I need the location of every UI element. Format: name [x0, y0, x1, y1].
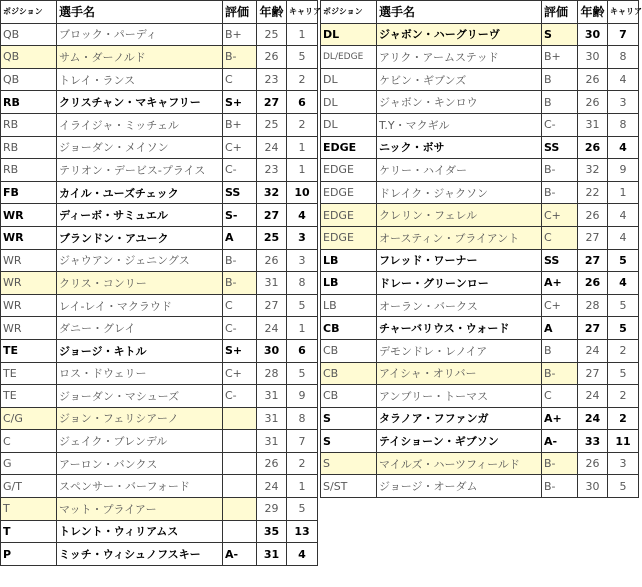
- cell-career[interactable]: 1: [287, 317, 318, 340]
- cell-rating[interactable]: C: [223, 68, 257, 91]
- table-row[interactable]: [1, 317, 318, 340]
- cell-name[interactable]: T.Y・マクギル: [377, 113, 542, 136]
- cell-rating[interactable]: C-: [542, 113, 578, 136]
- cell-career[interactable]: 1: [287, 159, 318, 182]
- cell-career[interactable]: 9: [608, 159, 639, 182]
- cell-position[interactable]: LB: [321, 249, 377, 272]
- table-row[interactable]: [321, 362, 639, 385]
- cell-age[interactable]: 26: [257, 46, 287, 69]
- cell-rating[interactable]: S+: [223, 339, 257, 362]
- cell-name[interactable]: オースティン・ブライアント: [377, 226, 542, 249]
- table-row[interactable]: [1, 226, 318, 249]
- cell-name[interactable]: テイショーン・ギブソン: [377, 430, 542, 453]
- cell-career[interactable]: 4: [608, 68, 639, 91]
- cell-age[interactable]: 24: [578, 385, 608, 408]
- cell-rating[interactable]: C+: [542, 204, 578, 227]
- cell-position[interactable]: WR: [1, 317, 57, 340]
- cell-career[interactable]: 5: [608, 317, 639, 340]
- cell-name[interactable]: カイル・ユーズチェック: [57, 181, 223, 204]
- cell-career[interactable]: 4: [608, 204, 639, 227]
- cell-career[interactable]: 5: [287, 294, 318, 317]
- table-row[interactable]: [321, 91, 639, 114]
- cell-rating[interactable]: A+: [542, 272, 578, 295]
- header-row: [1, 1, 318, 24]
- cell-age[interactable]: 31: [257, 407, 287, 430]
- cell-name[interactable]: トレイ・ランス: [57, 68, 223, 91]
- cell-career[interactable]: 1: [287, 136, 318, 159]
- roster-table-defense: [320, 0, 642, 498]
- cell-position[interactable]: CB: [321, 385, 377, 408]
- cell-position[interactable]: QB: [1, 68, 57, 91]
- cell-position[interactable]: C/G: [1, 407, 57, 430]
- cell-rating[interactable]: B+: [223, 23, 257, 46]
- cell-age[interactable]: 26: [578, 452, 608, 475]
- cell-rating[interactable]: C: [542, 226, 578, 249]
- roster-table-offense: [0, 0, 321, 566]
- cell-position[interactable]: EDGE: [321, 204, 377, 227]
- header-rating: 評価: [223, 1, 257, 24]
- cell-position[interactable]: DL/EDGE: [321, 46, 377, 69]
- cell-age[interactable]: 26: [578, 204, 608, 227]
- cell-position[interactable]: G/T: [1, 475, 57, 498]
- table-row[interactable]: [321, 272, 639, 295]
- header-position: ポジション: [321, 1, 377, 24]
- cell-career[interactable]: 6: [287, 339, 318, 362]
- table-row[interactable]: [321, 159, 639, 182]
- cell-name[interactable]: ケリー・ハイダー: [377, 159, 542, 182]
- cell-career[interactable]: 8: [608, 46, 639, 69]
- cell-rating[interactable]: C: [542, 385, 578, 408]
- table-row[interactable]: [321, 339, 639, 362]
- cell-age[interactable]: 28: [257, 362, 287, 385]
- header-position: ポジション: [1, 1, 57, 24]
- cell-age[interactable]: 31: [257, 430, 287, 453]
- cell-age[interactable]: 27: [578, 362, 608, 385]
- cell-career[interactable]: 2: [287, 68, 318, 91]
- cell-position[interactable]: RB: [1, 91, 57, 114]
- header-career: キャリア: [608, 1, 639, 24]
- cell-age[interactable]: 32: [257, 181, 287, 204]
- cell-position[interactable]: EDGE: [321, 136, 377, 159]
- cell-name[interactable]: クレリン・フェレル: [377, 204, 542, 227]
- cell-rating[interactable]: [223, 407, 257, 430]
- cell-age[interactable]: 31: [257, 385, 287, 408]
- cell-position[interactable]: WR: [1, 226, 57, 249]
- cell-rating[interactable]: B+: [542, 46, 578, 69]
- cell-career[interactable]: 11: [608, 430, 639, 453]
- cell-name[interactable]: アリク・アームステッド: [377, 46, 542, 69]
- cell-position[interactable]: EDGE: [321, 181, 377, 204]
- cell-career[interactable]: 2: [287, 113, 318, 136]
- cell-rating[interactable]: S-: [223, 204, 257, 227]
- cell-rating[interactable]: C-: [223, 317, 257, 340]
- cell-rating[interactable]: A: [223, 226, 257, 249]
- cell-rating[interactable]: C: [223, 294, 257, 317]
- cell-age[interactable]: 32: [578, 159, 608, 182]
- table-row[interactable]: [1, 249, 318, 272]
- cell-name[interactable]: ロス・ドウェリー: [57, 362, 223, 385]
- cell-name[interactable]: クリス・コンリー: [57, 272, 223, 295]
- cell-rating[interactable]: B-: [542, 452, 578, 475]
- cell-name[interactable]: ジャボン・ハーグリーヴ: [377, 23, 542, 46]
- header-age: 年齢: [578, 1, 608, 24]
- cell-career[interactable]: 3: [608, 91, 639, 114]
- cell-rating[interactable]: SS: [223, 181, 257, 204]
- header-name: 選手名: [377, 1, 542, 24]
- cell-position[interactable]: P: [1, 543, 57, 566]
- cell-age[interactable]: 31: [257, 272, 287, 295]
- cell-name[interactable]: ジャウアン・ジェニングス: [57, 249, 223, 272]
- cell-name[interactable]: ミッチ・ウィシュノフスキー: [57, 543, 223, 566]
- cell-age[interactable]: 26: [257, 249, 287, 272]
- cell-career[interactable]: 1: [287, 475, 318, 498]
- cell-career[interactable]: 3: [608, 452, 639, 475]
- cell-career[interactable]: 5: [608, 249, 639, 272]
- cell-career[interactable]: 5: [608, 294, 639, 317]
- cell-age[interactable]: 29: [257, 498, 287, 521]
- table-row[interactable]: [321, 204, 639, 227]
- cell-rating[interactable]: S: [542, 23, 578, 46]
- cell-name[interactable]: テリオン・デービス-プライス: [57, 159, 223, 182]
- cell-age[interactable]: 27: [578, 317, 608, 340]
- cell-rating[interactable]: C+: [223, 136, 257, 159]
- table-row[interactable]: [1, 475, 318, 498]
- cell-rating[interactable]: B: [542, 91, 578, 114]
- cell-name[interactable]: ディーボ・サミュエル: [57, 204, 223, 227]
- table-row[interactable]: [321, 226, 639, 249]
- cell-position[interactable]: CB: [321, 317, 377, 340]
- cell-career[interactable]: 4: [608, 136, 639, 159]
- cell-position[interactable]: T: [1, 520, 57, 543]
- cell-rating[interactable]: B-: [542, 362, 578, 385]
- cell-career[interactable]: 2: [608, 385, 639, 408]
- cell-age[interactable]: 24: [257, 317, 287, 340]
- cell-age[interactable]: 27: [257, 294, 287, 317]
- cell-career[interactable]: 5: [608, 362, 639, 385]
- cell-age[interactable]: 27: [578, 226, 608, 249]
- cell-age[interactable]: 23: [257, 159, 287, 182]
- table-row[interactable]: [1, 23, 318, 46]
- cell-age[interactable]: 24: [257, 475, 287, 498]
- table-row[interactable]: [1, 46, 318, 69]
- cell-age[interactable]: 30: [578, 23, 608, 46]
- cell-career[interactable]: 5: [287, 362, 318, 385]
- table-row[interactable]: [321, 68, 639, 91]
- cell-name[interactable]: トレント・ウィリアムス: [57, 520, 223, 543]
- cell-age[interactable]: 30: [578, 46, 608, 69]
- header-name: 選手名: [57, 1, 223, 24]
- table-row[interactable]: [321, 181, 639, 204]
- cell-age[interactable]: 27: [578, 249, 608, 272]
- table-row[interactable]: [321, 136, 639, 159]
- cell-age[interactable]: 28: [578, 294, 608, 317]
- cell-rating[interactable]: A-: [223, 543, 257, 566]
- cell-position[interactable]: S: [321, 407, 377, 430]
- cell-rating[interactable]: [223, 475, 257, 498]
- cell-career[interactable]: 8: [287, 272, 318, 295]
- table-row[interactable]: [321, 23, 639, 46]
- cell-rating[interactable]: B-: [223, 249, 257, 272]
- cell-name[interactable]: ブランドン・アユーク: [57, 226, 223, 249]
- table-row[interactable]: [321, 475, 639, 498]
- cell-name[interactable]: ドレイク・ジャクソン: [377, 181, 542, 204]
- cell-age[interactable]: 31: [257, 543, 287, 566]
- cell-position[interactable]: C: [1, 430, 57, 453]
- table-row[interactable]: [321, 249, 639, 272]
- cell-career[interactable]: 1: [287, 23, 318, 46]
- cell-career[interactable]: 9: [287, 385, 318, 408]
- cell-name[interactable]: イライジャ・ミッチェル: [57, 113, 223, 136]
- cell-rating[interactable]: [223, 430, 257, 453]
- cell-name[interactable]: タラノア・フファンガ: [377, 407, 542, 430]
- cell-name[interactable]: アーロン・バンクス: [57, 452, 223, 475]
- cell-age[interactable]: 26: [578, 136, 608, 159]
- cell-name[interactable]: ジョーダン・メイソン: [57, 136, 223, 159]
- cell-name[interactable]: サム・ダーノルド: [57, 46, 223, 69]
- cell-position[interactable]: TE: [1, 385, 57, 408]
- table-row[interactable]: [321, 407, 639, 430]
- cell-career[interactable]: 4: [608, 226, 639, 249]
- table-row[interactable]: [1, 385, 318, 408]
- cell-position[interactable]: WR: [1, 272, 57, 295]
- cell-name[interactable]: アンブリー・トーマス: [377, 385, 542, 408]
- cell-rating[interactable]: B: [542, 339, 578, 362]
- cell-age[interactable]: 27: [257, 204, 287, 227]
- cell-age[interactable]: 25: [257, 113, 287, 136]
- cell-age[interactable]: 31: [578, 113, 608, 136]
- cell-career[interactable]: 7: [287, 430, 318, 453]
- cell-age[interactable]: 25: [257, 226, 287, 249]
- table-row[interactable]: [1, 68, 318, 91]
- cell-position[interactable]: S: [321, 430, 377, 453]
- cell-career[interactable]: 4: [287, 543, 318, 566]
- cell-rating[interactable]: [223, 520, 257, 543]
- cell-name[interactable]: デモンドレ・レノイア: [377, 339, 542, 362]
- cell-name[interactable]: ジョージ・オーダム: [377, 475, 542, 498]
- cell-rating[interactable]: A-: [542, 430, 578, 453]
- cell-career[interactable]: 1: [608, 181, 639, 204]
- cell-name[interactable]: ケビン・ギブンズ: [377, 68, 542, 91]
- cell-rating[interactable]: C-: [223, 385, 257, 408]
- cell-rating[interactable]: C+: [542, 294, 578, 317]
- table-row[interactable]: [1, 543, 318, 566]
- cell-career[interactable]: 4: [287, 204, 318, 227]
- cell-position[interactable]: FB: [1, 181, 57, 204]
- table-row[interactable]: [1, 91, 318, 114]
- table-row[interactable]: [1, 498, 318, 521]
- cell-rating[interactable]: SS: [542, 249, 578, 272]
- cell-career[interactable]: 10: [287, 181, 318, 204]
- cell-position[interactable]: LB: [321, 294, 377, 317]
- cell-position[interactable]: CB: [321, 362, 377, 385]
- cell-career[interactable]: 6: [287, 91, 318, 114]
- cell-rating[interactable]: B: [542, 68, 578, 91]
- cell-name[interactable]: ジャボン・キンロウ: [377, 91, 542, 114]
- cell-position[interactable]: RB: [1, 159, 57, 182]
- cell-rating[interactable]: SS: [542, 136, 578, 159]
- cell-rating[interactable]: B-: [542, 181, 578, 204]
- cell-position[interactable]: EDGE: [321, 159, 377, 182]
- cell-name[interactable]: レイ-レイ・マクラウド: [57, 294, 223, 317]
- cell-career[interactable]: 2: [608, 407, 639, 430]
- cell-age[interactable]: 24: [257, 136, 287, 159]
- cell-name[interactable]: オーラン・バークス: [377, 294, 542, 317]
- cell-rating[interactable]: B+: [223, 113, 257, 136]
- cell-career[interactable]: 5: [287, 46, 318, 69]
- cell-position[interactable]: RB: [1, 113, 57, 136]
- table-row[interactable]: [321, 317, 639, 340]
- cell-position[interactable]: QB: [1, 46, 57, 69]
- cell-position[interactable]: DL: [321, 23, 377, 46]
- cell-name[interactable]: ジョージ・キトル: [57, 339, 223, 362]
- cell-career[interactable]: 5: [287, 498, 318, 521]
- header-age: 年齢: [257, 1, 287, 24]
- cell-career[interactable]: 3: [287, 226, 318, 249]
- cell-career[interactable]: 3: [287, 249, 318, 272]
- cell-career[interactable]: 4: [608, 272, 639, 295]
- cell-position[interactable]: EDGE: [321, 226, 377, 249]
- cell-name[interactable]: アイシャ・オリバー: [377, 362, 542, 385]
- table-row[interactable]: [1, 113, 318, 136]
- cell-career[interactable]: 2: [287, 452, 318, 475]
- table-row[interactable]: [321, 452, 639, 475]
- cell-position[interactable]: G: [1, 452, 57, 475]
- cell-career[interactable]: 7: [608, 23, 639, 46]
- cell-rating[interactable]: B-: [223, 272, 257, 295]
- cell-career[interactable]: 8: [287, 407, 318, 430]
- cell-name[interactable]: フレッド・ワーナー: [377, 249, 542, 272]
- table-row[interactable]: [321, 294, 639, 317]
- cell-position[interactable]: CB: [321, 339, 377, 362]
- cell-age[interactable]: 33: [578, 430, 608, 453]
- cell-rating[interactable]: C-: [223, 159, 257, 182]
- table-row[interactable]: [1, 362, 318, 385]
- cell-age[interactable]: 30: [578, 475, 608, 498]
- cell-rating[interactable]: C+: [223, 362, 257, 385]
- table-row[interactable]: [1, 159, 318, 182]
- table-row[interactable]: [1, 181, 318, 204]
- table-row[interactable]: [321, 430, 639, 453]
- cell-age[interactable]: 24: [578, 407, 608, 430]
- cell-position[interactable]: DL: [321, 68, 377, 91]
- cell-name[interactable]: スペンサー・バーフォード: [57, 475, 223, 498]
- table-row[interactable]: [1, 136, 318, 159]
- cell-rating[interactable]: B-: [542, 475, 578, 498]
- cell-name[interactable]: ジョン・フェリシアーノ: [57, 407, 223, 430]
- cell-career[interactable]: 13: [287, 520, 318, 543]
- cell-name[interactable]: ニック・ボサ: [377, 136, 542, 159]
- cell-rating[interactable]: [223, 498, 257, 521]
- cell-position[interactable]: RB: [1, 136, 57, 159]
- cell-career[interactable]: 2: [608, 339, 639, 362]
- cell-name[interactable]: チャーバリウス・ウォード: [377, 317, 542, 340]
- cell-age[interactable]: 26: [578, 91, 608, 114]
- cell-name[interactable]: ドレー・グリーンロー: [377, 272, 542, 295]
- cell-position[interactable]: TE: [1, 362, 57, 385]
- cell-rating[interactable]: B-: [223, 46, 257, 69]
- cell-age[interactable]: 30: [257, 339, 287, 362]
- cell-position[interactable]: S/ST: [321, 475, 377, 498]
- table-row[interactable]: [1, 452, 318, 475]
- cell-age[interactable]: 22: [578, 181, 608, 204]
- cell-position[interactable]: QB: [1, 23, 57, 46]
- cell-age[interactable]: 25: [257, 23, 287, 46]
- cell-position[interactable]: WR: [1, 249, 57, 272]
- cell-position[interactable]: DL: [321, 91, 377, 114]
- cell-career[interactable]: 8: [608, 113, 639, 136]
- cell-position[interactable]: DL: [321, 113, 377, 136]
- cell-name[interactable]: ブロック・パーディ: [57, 23, 223, 46]
- table-row[interactable]: [1, 430, 318, 453]
- cell-rating[interactable]: [223, 452, 257, 475]
- cell-age[interactable]: 35: [257, 520, 287, 543]
- table-row[interactable]: [1, 339, 318, 362]
- cell-name[interactable]: マット・プライアー: [57, 498, 223, 521]
- cell-age[interactable]: 23: [257, 68, 287, 91]
- cell-age[interactable]: 26: [257, 452, 287, 475]
- table-row[interactable]: [1, 272, 318, 295]
- table-row[interactable]: [1, 407, 318, 430]
- cell-position[interactable]: TE: [1, 339, 57, 362]
- table-row[interactable]: [321, 113, 639, 136]
- cell-position[interactable]: T: [1, 498, 57, 521]
- cell-name[interactable]: マイルズ・ハーツフィールド: [377, 452, 542, 475]
- cell-name[interactable]: ジェイク・ブレンデル: [57, 430, 223, 453]
- cell-rating[interactable]: B-: [542, 159, 578, 182]
- cell-position[interactable]: LB: [321, 272, 377, 295]
- table-row[interactable]: [1, 520, 318, 543]
- cell-name[interactable]: ジョーダン・マシューズ: [57, 385, 223, 408]
- table-row[interactable]: [1, 294, 318, 317]
- table-row[interactable]: [321, 385, 639, 408]
- cell-position[interactable]: WR: [1, 294, 57, 317]
- cell-rating[interactable]: S+: [223, 91, 257, 114]
- cell-name[interactable]: ダニー・グレイ: [57, 317, 223, 340]
- cell-rating[interactable]: A: [542, 317, 578, 340]
- header-row: [321, 1, 639, 24]
- table-row[interactable]: [1, 204, 318, 227]
- cell-name[interactable]: クリスチャン・マキャフリー: [57, 91, 223, 114]
- cell-position[interactable]: S: [321, 452, 377, 475]
- cell-age[interactable]: 24: [578, 339, 608, 362]
- table-row[interactable]: [321, 46, 639, 69]
- cell-age[interactable]: 26: [578, 68, 608, 91]
- header-rating: 評価: [542, 1, 578, 24]
- header-career: キャリア: [287, 1, 318, 24]
- cell-age[interactable]: 26: [578, 272, 608, 295]
- cell-position[interactable]: WR: [1, 204, 57, 227]
- cell-age[interactable]: 27: [257, 91, 287, 114]
- cell-career[interactable]: 5: [608, 475, 639, 498]
- cell-rating[interactable]: A+: [542, 407, 578, 430]
